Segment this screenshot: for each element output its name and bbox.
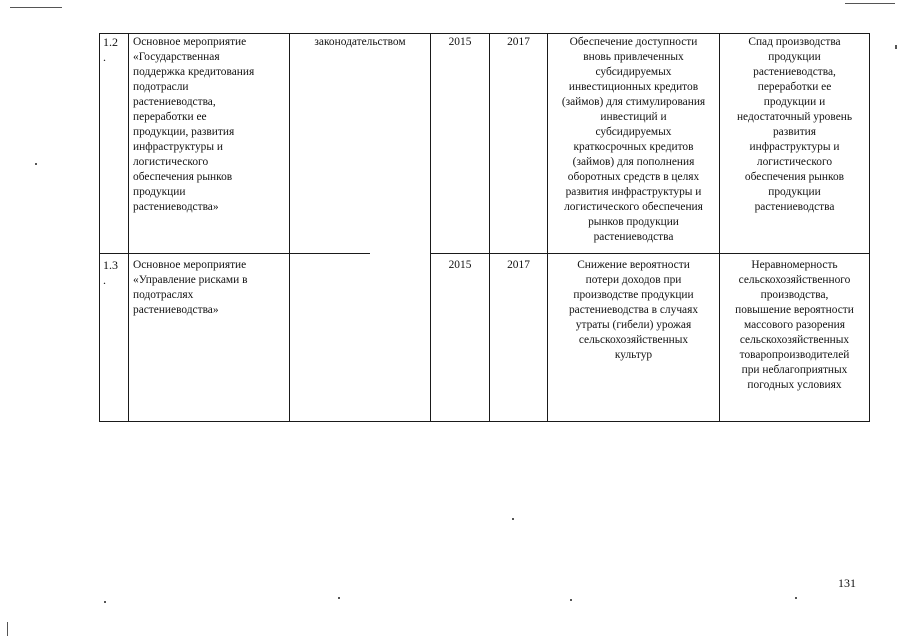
scan-mark xyxy=(512,518,514,520)
scan-mark xyxy=(7,622,8,636)
scan-mark xyxy=(795,597,797,599)
table-bottom-border xyxy=(99,421,870,422)
measure-name: Основное мероприятие «Управление рисками в подотраслях растениеводства» xyxy=(133,259,248,316)
start-year: 2015 xyxy=(448,36,472,48)
table-right-border xyxy=(869,33,870,422)
row-number: 1.3 . xyxy=(103,258,118,287)
end-year: 2017 xyxy=(507,259,530,271)
scan-mark xyxy=(10,7,62,8)
scan-mark xyxy=(895,45,897,49)
scan-mark xyxy=(104,601,106,603)
scan-mark xyxy=(35,163,37,165)
expected-result: Обеспечение доступности вновь привлеченных субсидируемых инвестиционных кредитов (займов) для стимулирования инвестиций и субсидируемых краткосрочных кредитов (займов) для пополнения оборотных средств в целях развития инфраструктуры и логистического обеспечения рынков продукции растениеводства xyxy=(561,36,706,243)
col-border xyxy=(489,33,490,422)
expected-result: Снижение вероятности потери доходов при производстве продукции растениеводства в случаях утраты (гибели) урожая сельскохозяйственных культур xyxy=(568,259,699,361)
col-border xyxy=(128,33,129,422)
col-border xyxy=(99,33,100,422)
end-year: 2017 xyxy=(507,36,530,48)
start-year: 2015 xyxy=(448,259,472,271)
non-implementation-consequence: Спад производства продукции растениеводства, переработки ее продукции и недостаточный уровень развития инфраструктуры и логистического обеспечения рынков продукции растениеводства xyxy=(736,36,853,213)
row-divider xyxy=(99,253,370,254)
scan-mark xyxy=(570,599,572,601)
col-border xyxy=(719,33,720,422)
col-border xyxy=(289,33,290,422)
scan-mark xyxy=(338,597,340,599)
table-top-border xyxy=(99,33,870,34)
row-number: 1.2 . xyxy=(103,35,118,64)
col-border xyxy=(430,33,431,422)
col-border xyxy=(547,33,548,422)
non-implementation-consequence: Неравномерность сельскохозяйственного производства, повышение вероятности массового разорения сельскохозяйственных товаропроизводителей при неблагоприятных погодных условиях xyxy=(735,259,854,391)
page-number: 131 xyxy=(838,576,856,590)
measure-name: Основное мероприятие «Государственная поддержка кредитования подотрасли растениеводства, переработки ее продукции, развития инфраструктуры и логистического обеспечения рынков продукции растениеводства» xyxy=(133,36,255,213)
scan-mark xyxy=(845,3,895,4)
row-divider xyxy=(430,253,870,254)
executor: законодательством xyxy=(314,36,406,48)
